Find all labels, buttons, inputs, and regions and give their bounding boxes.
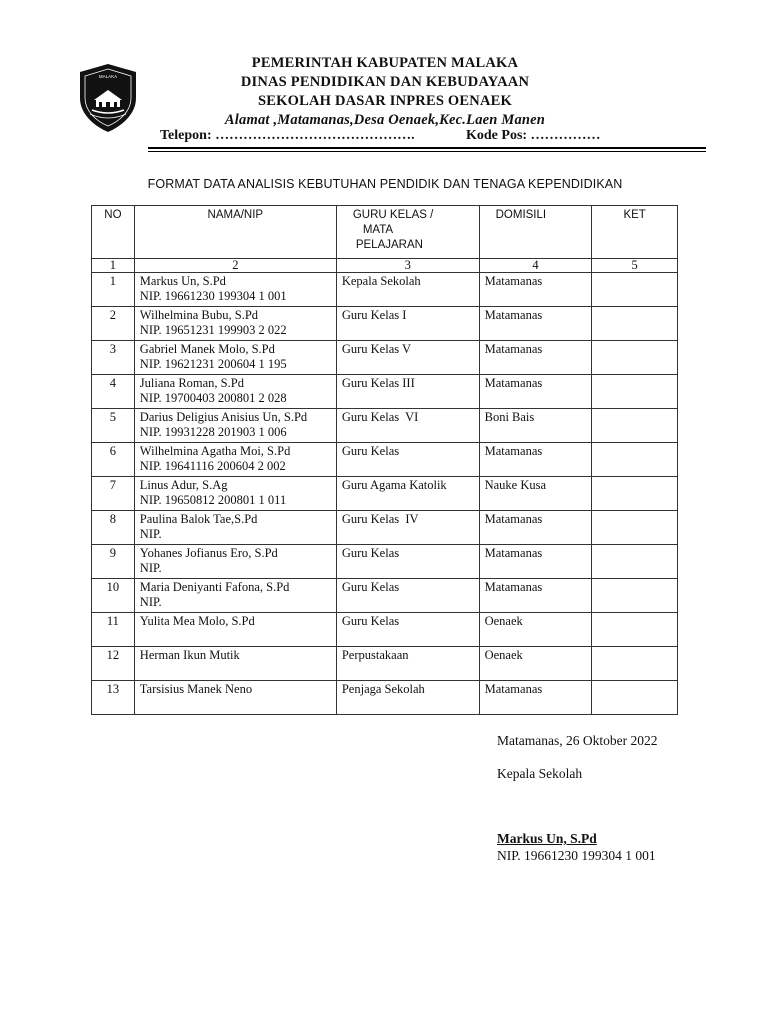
header-guru-kelas [336, 206, 479, 259]
table-row [92, 613, 678, 647]
cell-domisili: Matamanas [479, 307, 592, 341]
letterhead-address: Alamat ,Matamanas,Desa Oenaek,Kec.Laen Manen [224, 112, 546, 128]
cell-nip: NIP. 19621231 200604 1 195 [139, 357, 287, 371]
cell-ket [592, 545, 678, 579]
cell-nama-nip [134, 273, 336, 307]
cell-nip: NIP. 19650812 200801 1 011 [139, 493, 287, 507]
cell-no: 5 [92, 409, 135, 443]
column-number: 1 [92, 259, 135, 273]
cell-ket [592, 409, 678, 443]
table-row [92, 511, 678, 545]
cell-ket [592, 647, 678, 681]
cell-nama-nip [134, 477, 336, 511]
table-row [92, 409, 678, 443]
header-nama-nip: NAMA/NIP [134, 206, 336, 259]
column-number: 4 [479, 259, 592, 273]
signature-name: Markus Un, S.Pd [497, 831, 597, 846]
cell-nama: Maria Deniyanti Fafona, S.Pd [139, 580, 290, 594]
cell-domisili: Oenaek [479, 613, 592, 647]
letterhead-school: SEKOLAH DASAR INPRES OENAEK [258, 93, 512, 109]
cell-nip: NIP. 19931228 201903 1 006 [139, 425, 287, 439]
cell-nama-nip [134, 647, 336, 681]
cell-no: 2 [92, 307, 135, 341]
cell-nama-nip [134, 545, 336, 579]
cell-nip: NIP. 19641116 200604 2 002 [139, 459, 286, 473]
cell-nama: Tarsisius Manek Neno [139, 682, 253, 696]
header-guru-line: GURU KELAS / [352, 209, 434, 221]
cell-nama-nip [134, 443, 336, 477]
cell-nip: NIP. [139, 527, 162, 541]
cell-guru: Kepala Sekolah [336, 273, 479, 307]
staff-table [91, 205, 678, 715]
cell-ket [592, 443, 678, 477]
letterhead-rule-thick [148, 147, 706, 149]
cell-ket [592, 511, 678, 545]
table-row [92, 477, 678, 511]
regency-crest-icon [76, 62, 140, 134]
cell-domisili: Matamanas [479, 375, 592, 409]
cell-guru: Penjaga Sekolah [336, 681, 479, 715]
cell-no: 13 [92, 681, 135, 715]
cell-nama-nip [134, 409, 336, 443]
header-no: NO [92, 206, 135, 259]
column-number-row [92, 259, 678, 273]
cell-nama: Linus Adur, S.Ag [139, 478, 228, 492]
cell-domisili: Nauke Kusa [479, 477, 592, 511]
header-domisili: DOMISILI [479, 206, 592, 259]
header-guru-line: MATA [362, 224, 394, 236]
cell-nama: Juliana Roman, S.Pd [139, 376, 244, 390]
cell-guru: Guru Kelas IV [336, 511, 479, 545]
cell-nama: Herman Ikun Mutik [139, 648, 240, 662]
cell-nip: NIP. 19651231 199903 2 022 [139, 323, 287, 337]
table-row [92, 341, 678, 375]
letterhead-department: DINAS PENDIDIKAN DAN KEBUDAYAAN [240, 74, 530, 90]
document-title: FORMAT DATA ANALISIS KEBUTUHAN PENDIDIK DAN TENAGA KEPENDIDIKAN [147, 177, 623, 191]
cell-nama-nip [134, 341, 336, 375]
cell-guru: Guru Agama Katolik [336, 477, 479, 511]
cell-no: 11 [92, 613, 135, 647]
cell-ket [592, 375, 678, 409]
cell-guru: Guru Kelas [336, 443, 479, 477]
cell-nama: Gabriel Manek Molo, S.Pd [139, 342, 275, 356]
cell-ket [592, 477, 678, 511]
letterhead-contact [160, 128, 601, 144]
cell-ket [592, 307, 678, 341]
letterhead [150, 54, 620, 130]
cell-nama: Markus Un, S.Pd [139, 274, 226, 288]
cell-no: 10 [92, 579, 135, 613]
signature-place-date: Matamanas, 26 Oktober 2022 [497, 733, 658, 748]
column-number: 2 [134, 259, 336, 273]
header-guru-line: PELAJARAN [355, 239, 423, 251]
cell-domisili: Matamanas [479, 579, 592, 613]
column-number: 3 [336, 259, 479, 273]
cell-guru: Guru Kelas [336, 579, 479, 613]
cell-guru: Guru Kelas [336, 613, 479, 647]
cell-guru: Guru Kelas III [336, 375, 479, 409]
column-number: 5 [592, 259, 678, 273]
cell-guru: Perpustakaan [336, 647, 479, 681]
cell-no: 9 [92, 545, 135, 579]
cell-domisili: Matamanas [479, 443, 592, 477]
cell-domisili: Boni Bais [479, 409, 592, 443]
table-row [92, 579, 678, 613]
cell-ket [592, 613, 678, 647]
cell-ket [592, 341, 678, 375]
table-row [92, 443, 678, 477]
table-row [92, 545, 678, 579]
signature-nip: NIP. 19661230 199304 1 001 [497, 848, 656, 863]
cell-nama-nip [134, 579, 336, 613]
cell-no: 12 [92, 647, 135, 681]
cell-ket [592, 273, 678, 307]
cell-nama: Paulina Balok Tae,S.Pd [139, 512, 258, 526]
cell-nama: Wilhelmina Agatha Moi, S.Pd [139, 444, 291, 458]
cell-no: 6 [92, 443, 135, 477]
cell-domisili: Matamanas [479, 681, 592, 715]
table-row [92, 375, 678, 409]
cell-guru: Guru Kelas V [336, 341, 479, 375]
cell-nama-nip [134, 681, 336, 715]
cell-ket [592, 579, 678, 613]
cell-guru: Guru Kelas [336, 545, 479, 579]
table-row [92, 647, 678, 681]
cell-domisili: Matamanas [479, 341, 592, 375]
cell-nama-nip [134, 511, 336, 545]
cell-ket [592, 681, 678, 715]
cell-nama: Yohanes Jofianus Ero, S.Pd [139, 546, 278, 560]
table-row [92, 681, 678, 715]
cell-no: 4 [92, 375, 135, 409]
cell-no: 8 [92, 511, 135, 545]
signature-position: Kepala Sekolah [497, 766, 583, 781]
letterhead-government: PEMERINTAH KABUPATEN MALAKA [251, 55, 519, 71]
cell-nama: Wilhelmina Bubu, S.Pd [139, 308, 259, 322]
cell-no: 7 [92, 477, 135, 511]
cell-nama-nip [134, 375, 336, 409]
table-row [92, 307, 678, 341]
kode-pos-line: Kode Pos: …………… [466, 128, 601, 143]
cell-nama-nip [134, 307, 336, 341]
cell-nama: Darius Deligius Anisius Un, S.Pd [139, 410, 308, 424]
cell-domisili: Oenaek [479, 647, 592, 681]
letterhead-rule-thin [148, 151, 706, 152]
cell-domisili: Matamanas [479, 545, 592, 579]
logo-text: MALAKA [98, 74, 118, 79]
cell-nama-nip [134, 613, 336, 647]
cell-nip: NIP. 19661230 199304 1 001 [139, 289, 287, 303]
cell-domisili: Matamanas [479, 511, 592, 545]
cell-guru: Guru Kelas I [336, 307, 479, 341]
cell-domisili: Matamanas [479, 273, 592, 307]
cell-nip: NIP. [139, 595, 162, 609]
cell-no: 1 [92, 273, 135, 307]
cell-nip: NIP. 19700403 200801 2 028 [139, 391, 287, 405]
cell-nama: Yulita Mea Molo, S.Pd [139, 614, 255, 628]
cell-nip: NIP. [139, 561, 162, 575]
header-ket: KET [592, 206, 678, 259]
cell-guru: Guru Kelas VI [336, 409, 479, 443]
table-row [92, 273, 678, 307]
table-header-row [92, 206, 678, 259]
cell-no: 3 [92, 341, 135, 375]
telepon-line: Telepon: ……………………………………. [160, 128, 415, 143]
